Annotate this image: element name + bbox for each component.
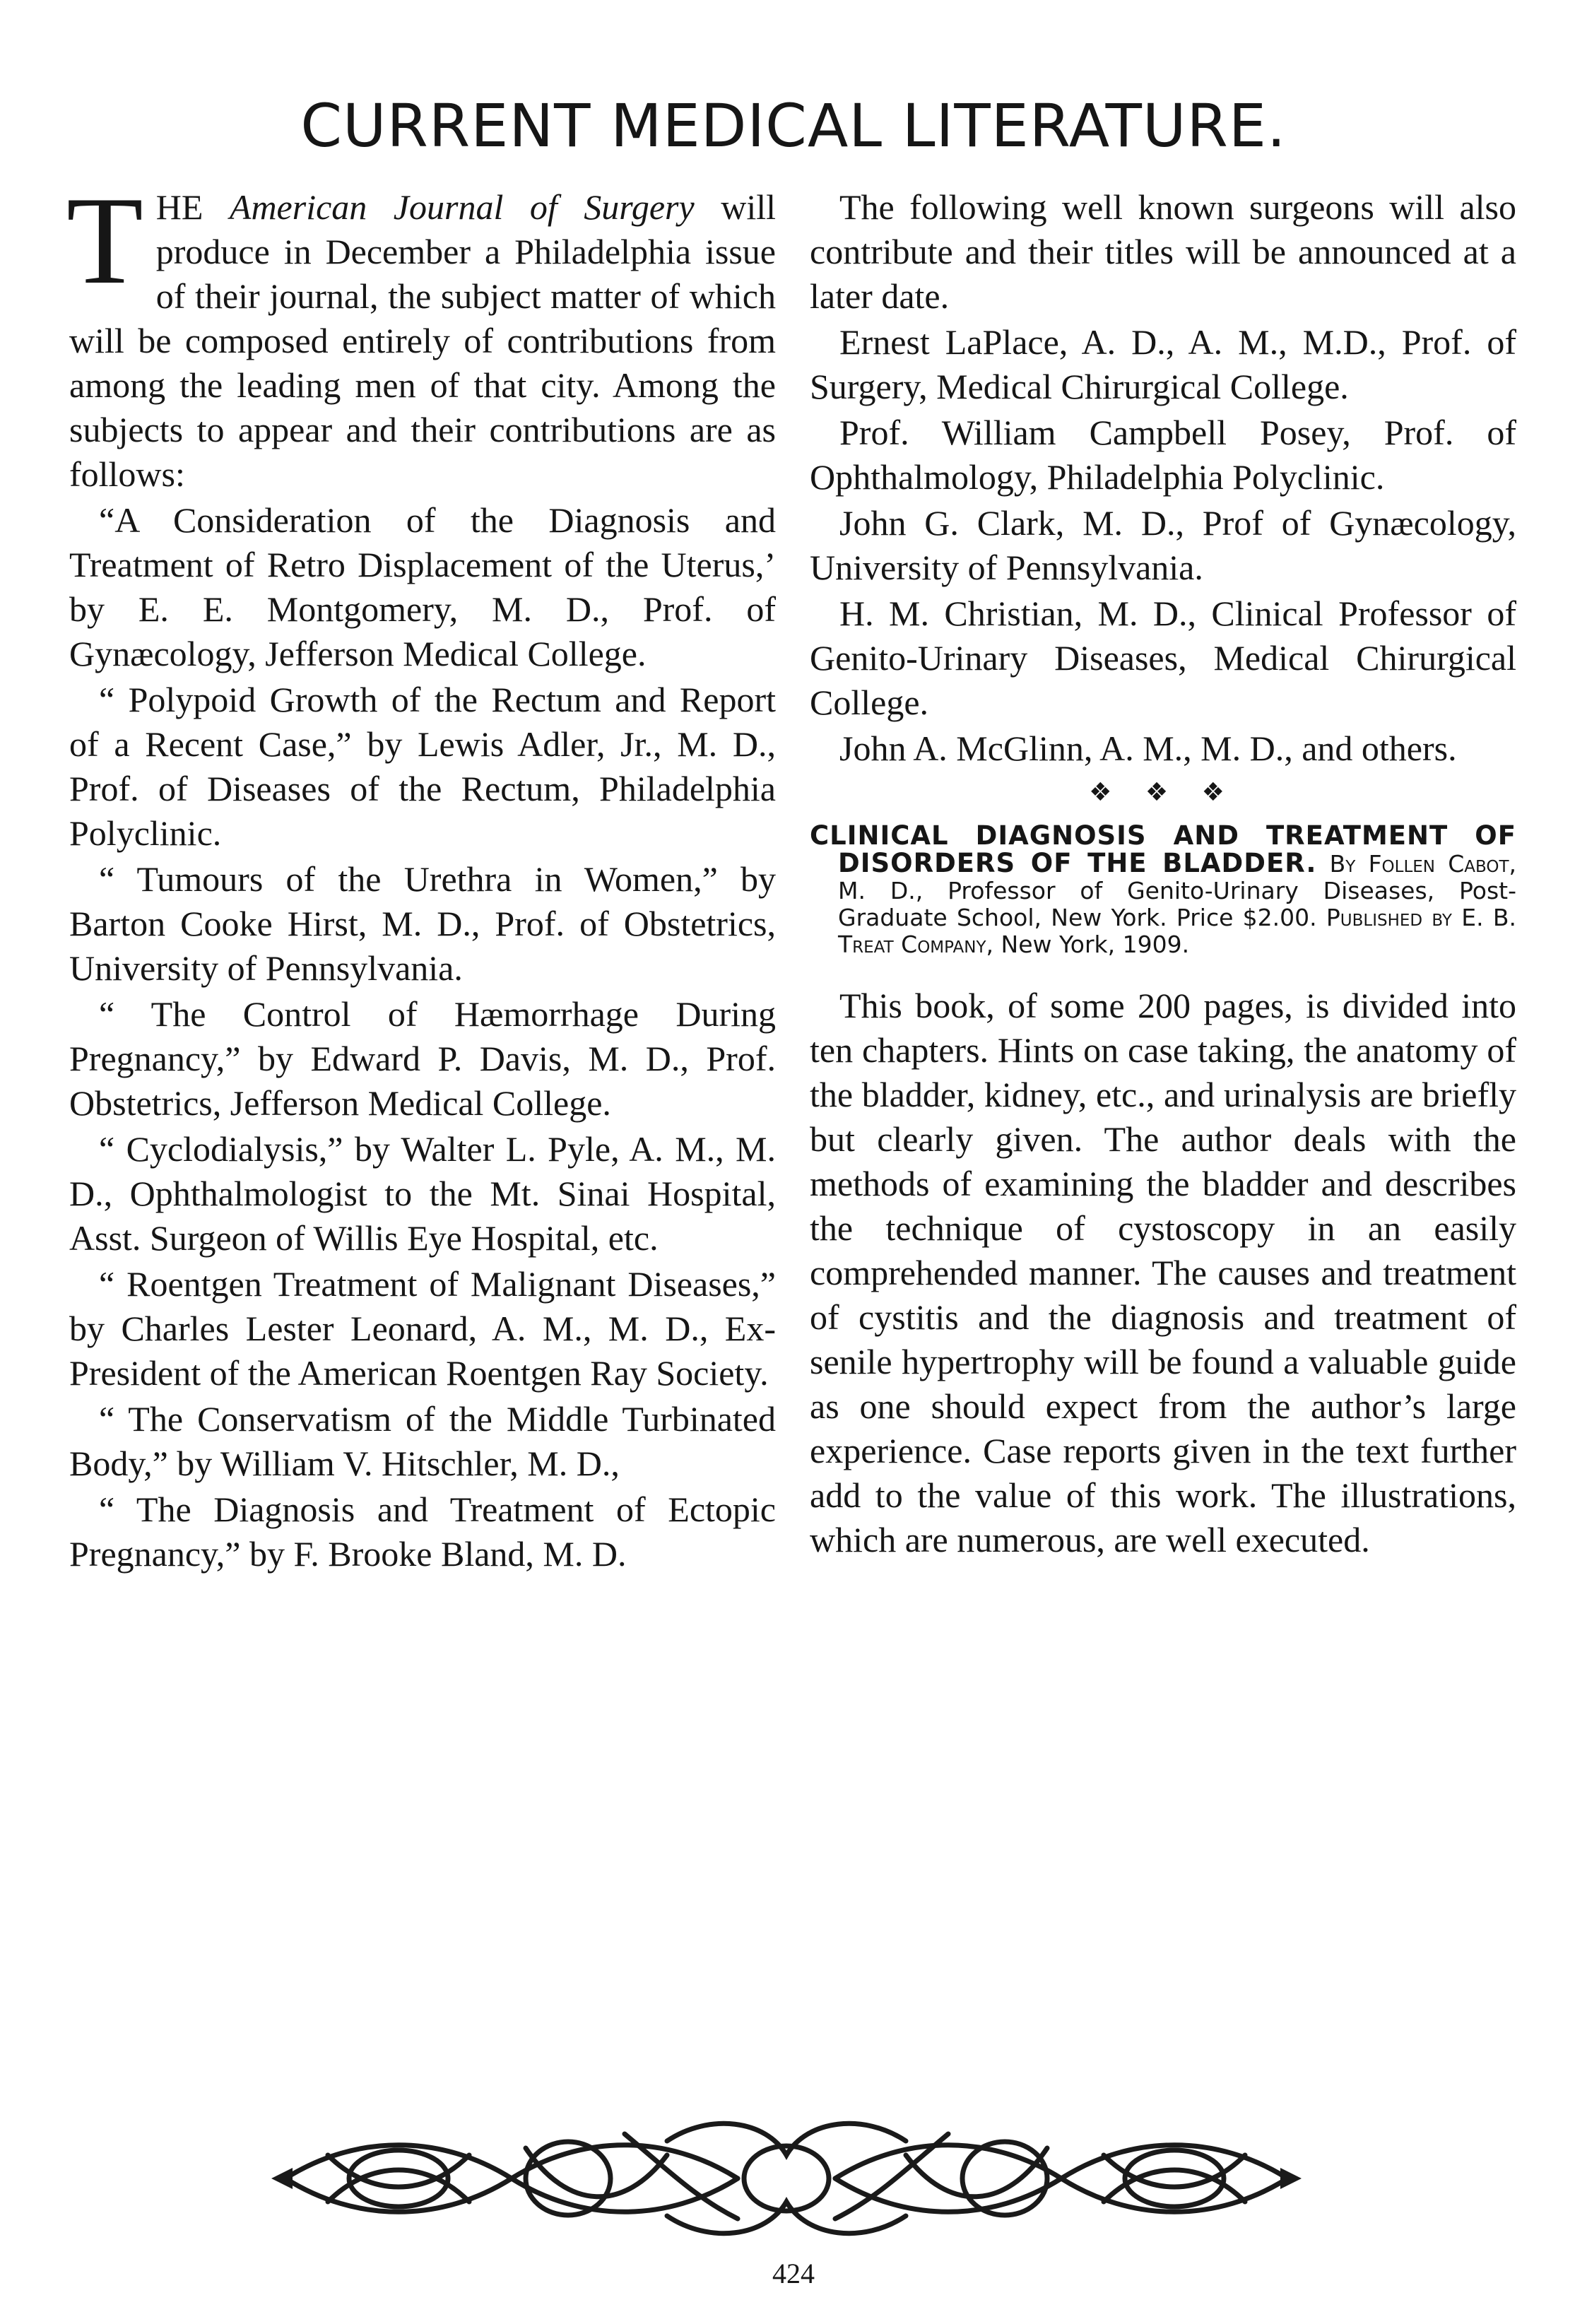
page-number: 424 <box>772 2258 815 2289</box>
review-publisher: Treat Company, <box>838 931 994 958</box>
article-item: “A Consideration of the Diagnosis and Treatment of Retro Displacement of the Uterus,’ by E. E. Montgomery, M. D., Prof. of Gynæcology, Jefferson Medical College. <box>69 500 776 673</box>
review-place-year: New York, 1909. <box>1001 931 1190 958</box>
article-item: “ The Diagnosis and Treatment of Ectopic Pregnancy,” by F. Brooke Bland, M. D. <box>69 1490 776 1574</box>
journal-name: American Journal of Surgery <box>229 187 695 227</box>
article-item: “ The Control of Hæmorrhage During Pregnancy,” by Edward P. Davis, M. D., Prof. Obstetrics, Jefferson Medical College. <box>69 994 776 1123</box>
contributor-item: Ernest LaPlace, A. D., A. M., M.D., Prof. of Surgery, Medical Chirurgical College. <box>810 322 1516 406</box>
article-item: “ Cyclodialysis,” by Walter L. Pyle, A. M., M. D., Ophthalmologist to the Mt. Sinai Hospital, Asst. Surgeon of Willis Eye Hospital, etc. <box>69 1129 776 1258</box>
article-item: “ The Conservatism of the Middle Turbinated Body,” by William V. Hitschler, M. D., <box>69 1399 776 1483</box>
review-title: CLINICAL DIAGNOSIS AND TREATMENT OF DISORDERS OF THE BLADDER. <box>810 820 1516 878</box>
review-heading <box>810 822 1516 958</box>
article-item: “ Roentgen Treatment of Malignant Diseases,” by Charles Lester Leonard, A. M., M. D., Ex-President of the American Roentgen Ray Society. <box>69 1264 776 1393</box>
intro-text: will produce in December a Philadelphia issue of their journal, the subject matter of which will be composed entirely of contributions from among the leading men of that city. Among the subjects to appear and their contributions are as follows: <box>69 187 777 494</box>
review-body: This book, of some 200 pages, is divided into ten chapters. Hints on case taking, the anatomy of the bladder, kidney, etc., and urinalysis are briefly but clearly given. The author deals with the methods of examining the bladder and describes the technique of cystoscopy in an easily comprehended manner. The causes and treatment of cystitis and the diagnosis and treatment of senile hypertrophy will be found a valuable guide as one should expect from the author’s large experience. Case reports given in the text further add to the value of this work. The illustrations, which are numerous, are well executed. <box>810 986 1516 1559</box>
drop-cap: T <box>66 170 143 310</box>
review-publisher-initial: E. B. <box>1461 904 1516 931</box>
right-column <box>810 185 1516 1564</box>
review-author: Follen Cabot, <box>1368 850 1516 878</box>
contributors-intro: The following well known surgeons will also contribute and their titles will be announced at a later date. <box>810 187 1516 316</box>
section-separator: ❖ ❖ ❖ <box>1089 778 1237 807</box>
article-item: “ Tumours of the Urethra in Women,” by Barton Cooke Hirst, M. D., Prof. of Obstetrics, University of Pennsylvania. <box>69 859 776 988</box>
contributor-item: Prof. William Campbell Posey, Prof. of Ophthalmology, Philadelphia Polyclinic. <box>810 413 1516 497</box>
article-item: “ Polypoid Growth of the Rectum and Report of a Recent Case,” by Lewis Adler, Jr., M. D., Prof. of Diseases of the Rectum, Philadelphia Polyclinic. <box>69 680 776 853</box>
celtic-knot-ornament <box>271 2113 1302 2244</box>
review-by: By <box>1329 850 1356 878</box>
page-title: CURRENT MEDICAL LITERATURE. <box>300 91 1287 160</box>
contributor-item: John G. Clark, M. D., Prof of Gynæcology, University of Pennsylvania. <box>810 503 1516 587</box>
review-credentials: M. D., Professor of Genito-Urinary Diseases, Post-Graduate School, New York. Price $2.00. <box>838 877 1516 931</box>
intro-paragraph <box>66 170 777 497</box>
left-column <box>66 170 777 1578</box>
intro-pre: HE <box>155 187 203 227</box>
contributor-item: H. M. Christian, M. D., Clinical Professor of Genito-Urinary Diseases, Medical Chirurgical College. <box>810 594 1516 722</box>
review-published-by: Published by <box>1326 904 1452 931</box>
contributor-item: John A. McGlinn, A. M., M. D., and others. <box>839 729 1457 768</box>
